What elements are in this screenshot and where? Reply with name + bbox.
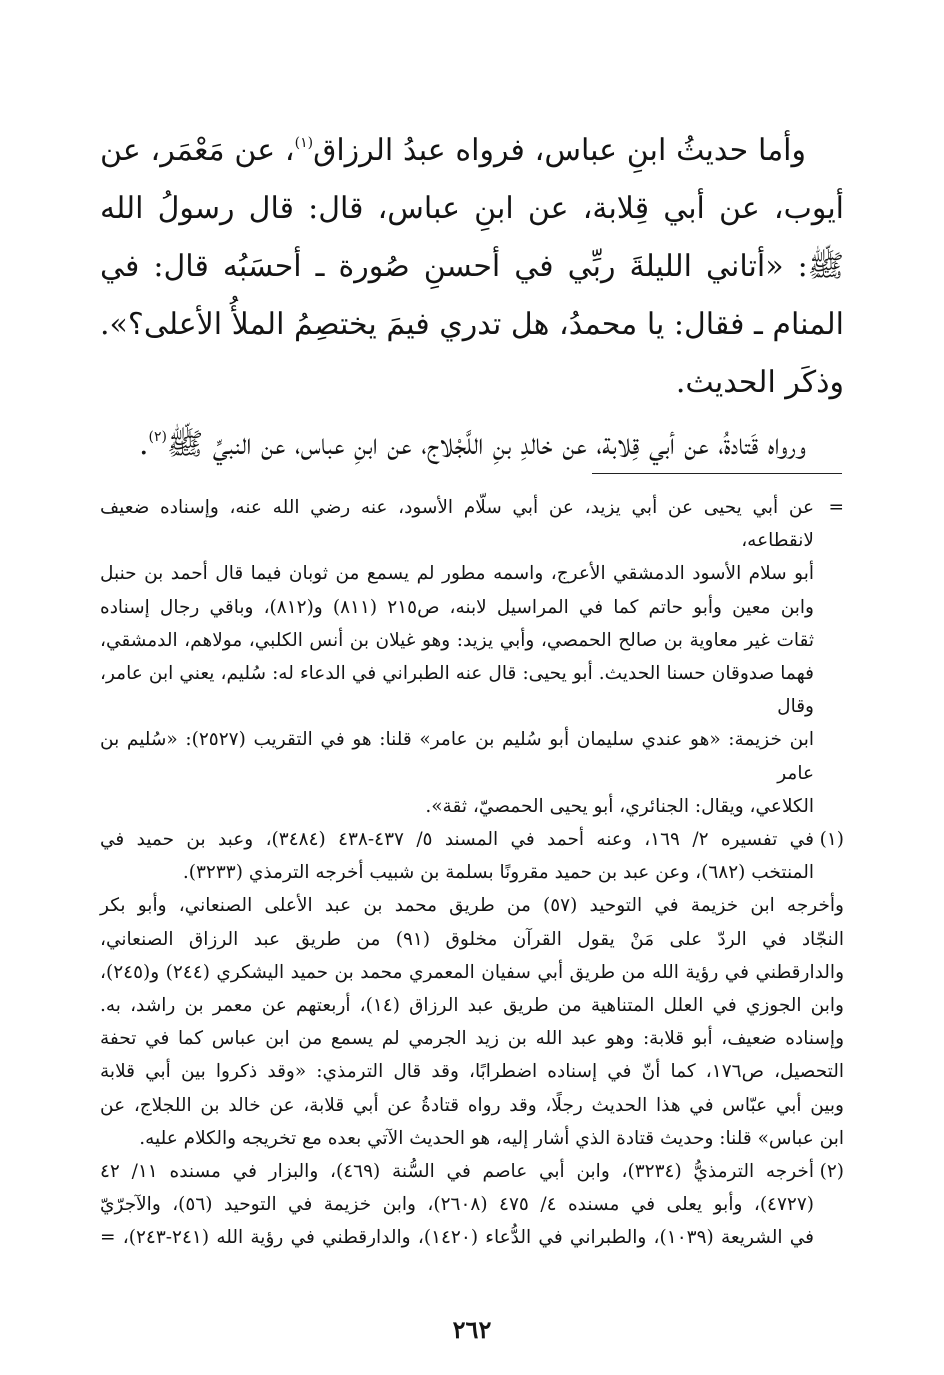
footnote-1 (100, 823, 844, 889)
paragraph-1: وأما حديثُ ابنِ عباس، فرواه عبدُ الرزاق$^{(١)}$، عن مَعْمَر، عن أيوب، عن أبي قِلابة، عن ابنِ عباس، قال: قال رسولُ الله ﷺ: «أتاني الليلةَ ربِّي في أحسنِ صُورة ـ أحسَبُه قال: في المنام ـ فقال: يا محمدُ، هل تدري فيمَ يختصِمُ الملأُ الأعلى؟». وذكَر الحديث. (100, 133, 844, 400)
footnote-line: في الشريعة (١٠٣٩)، والطبراني في الدُّعاء (١٤٢٠)، والدارقطني في رؤية الله (٢٤١-٢٤٣)، = (100, 1227, 814, 1249)
footnote-line: وأخرجه ابن خزيمة في التوحيد (٥٧) من طريق محمد بن عبد الأعلى الصنعاني، وأبو بكر (100, 895, 844, 917)
footnote-line: والدارقطني في رؤية الله من طريق أبي سفيان المعمري محمد بن حميد اليشكري (٢٤٤) و(٢٤٥)، (100, 961, 844, 983)
footnote-line: أبو سلام الأسود الدمشقي الأعرج، واسمه مطور لم يسمع من ثوبان فيما قال أحمد بن حنبل (100, 563, 814, 585)
footnote-2 (100, 1155, 844, 1255)
footnote-line: عن أبي يحيى عن أبي يزيد، عن أبي سلّام الأسود، عنه رضي الله عنه، وإسناده ضعيف لانقطاعه، (100, 497, 814, 552)
footnote-line: المنتخب (٦٨٢)، وعن عبد بن حميد مقرونًا بسلمة بن شبيب أخرجه الترمذي (٣٢٣٣). (182, 862, 814, 884)
footnotes (100, 491, 844, 1255)
main-text (100, 122, 844, 474)
paragraph-2: ورواه قَتادةُ، عن أبي قِلابة، عن خالدِ بنِ اللَّجْلاج، عن ابنِ عباس، عن النبيِّ ﷺ$^{(٢)}$. (138, 427, 806, 462)
footnote-line: الكلاعي، ويقال: الجنائري، أبو يحيى الحمصيّ، ثقة». (425, 795, 814, 817)
footnote-line: التحصيل، ص١٧٦، كما أنّ في إسناده اضطرابًا، وقد قال الترمذي: «وقد ذكروا بين أبي قلابة (100, 1061, 844, 1083)
footnote-line: وبين أبي عبّاس في هذا الحديث رجلًا، وقد رواه قتادةُ عن أبي قلابة، عن خالد بن اللجلاج، عن (100, 1094, 844, 1116)
footnote-line: وابن معين وأبو حاتم كما في المراسيل لابنه، ص٢١٥ (٨١١) و(٨١٢)، وباقي رجال إسناده (100, 596, 814, 618)
footnote-2-mark: (٢) (819, 1161, 844, 1183)
footnote-1-mark: (١) (819, 829, 844, 851)
footnote-separator (592, 473, 842, 474)
footnote-ref-2[interactable]: (٢) (148, 429, 167, 445)
footnote-continuation (100, 491, 844, 823)
footnote-line: ابن عباس» قلنا: وحديث قتادة الذي أشار إليه، هو الحديث الآتي بعده مع تخريجه والكلام عليه. (139, 1127, 844, 1149)
page-number: ٢٦٢ (452, 1315, 492, 1344)
footnote-ref-1[interactable]: (١) (294, 135, 314, 151)
footnote-line: فهما صدوقان حسنا الحديث. أبو يحيى: قال عنه الطبراني في الدعاء له: سُليم، يعني ابن عامر، وقال (100, 663, 814, 718)
continuation-mark: = (828, 497, 844, 518)
footnote-1-continued (100, 889, 844, 1155)
footnote-line: في تفسيره ٢/ ١٦٩، وعنه أحمد في المسند ٥/ ٤٣٧-٤٣٨ (٣٤٨٤)، وعبد بن حميد في (100, 829, 814, 851)
footnote-line: وابن الجوزي في العلل المتناهية من طريق عبد الرزاق (١٤)، أربعتهم عن معمر بن راشد، به. (100, 995, 844, 1017)
footnote-line: (٤٧٢٧)، وأبو يعلى في مسنده ٤/ ٤٧٥ (٢٦٠٨)، وابن خزيمة في التوحيد (٥٦)، والآجرّيّ (100, 1194, 815, 1216)
footnote-line: أخرجه الترمذيُّ (٣٢٣٤)، وابن أبي عاصم في السُّنة (٤٦٩)، والبزار في مسنده ١١/ ٤٢ (100, 1161, 814, 1183)
footnote-line: ثقات غير معاوية بن صالح الحمصي، وأبي يزيد: وهو غيلان بن أنس الكلبي، مولاهم، الدمشقي، (100, 629, 814, 651)
footnote-line: وإسناده ضعيف، أبو قلابة: وهو عبد الله بن زيد الجرمي لم يسمع من ابن عباس كما في تحفة (100, 1028, 844, 1050)
footnote-line: ابن خزيمة: «هو عندي سليمان أبو سُليم بن عامر» قلنا: هو في التقريب (٢٥٢٧): «سُليم بن عامر (100, 729, 814, 784)
footnote-line: النجّاد في الردّ على مَنْ يقول القرآن مخلوق (٩١) من طريق عبد الرزاق الصنعاني، (100, 928, 844, 950)
